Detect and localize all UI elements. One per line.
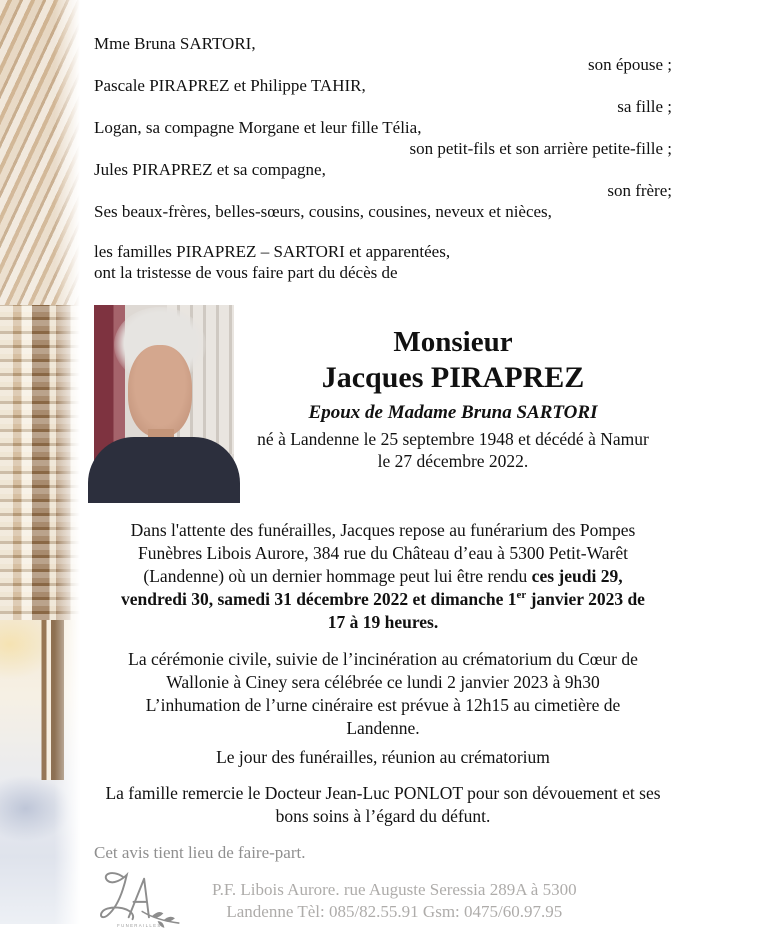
ordinal-superscript: er	[516, 589, 527, 602]
visitation-line	[94, 565, 672, 588]
ceremony-line: L’inhumation de l’urne cinéraire est prévue à 12h15 au cimetière de	[145, 695, 621, 715]
funeral-home-phone-line: Landenne Tèl: 085/82.55.91 Gsm: 0475/60.97.95	[226, 901, 563, 921]
strip-white-fade	[0, 0, 80, 924]
sadness-line: ont la tristesse de vous faire part du décès de	[94, 263, 398, 282]
death-date-line: le 27 décembre 2022.	[377, 451, 529, 471]
logo-caption: FUNERAILLES	[117, 922, 162, 928]
reunion-line: Le jour des funérailles, réunion au crématorium	[216, 747, 550, 767]
ceremony-line: La cérémonie civile, suivie de l’incinération au crématorium du Cœur de	[128, 649, 638, 669]
announcement-intro	[94, 241, 672, 283]
visitation-paragraph	[94, 519, 672, 634]
thanks-paragraph	[94, 782, 672, 828]
deceased-name: Jacques PIRAPREZ	[321, 361, 585, 394]
visitation-line: Dans l'attente des funérailles, Jacques repose au funérarium des Pompes	[130, 520, 636, 540]
families-line: les familles PIRAPREZ – SARTORI et apparentées,	[94, 242, 451, 261]
visitation-hours-bold: 17 à 19 heures.	[327, 612, 439, 632]
relation-line: son frère;	[607, 181, 672, 200]
funeral-home-footer	[94, 867, 672, 934]
family-member-line: Jules PIRAPREZ et sa compagne,	[94, 160, 326, 179]
portrait-shirt	[88, 437, 240, 503]
funeral-home-address-line: P.F. Libois Aurore. rue Auguste Seressia 289A à 5300	[212, 879, 577, 899]
visitation-normal-text: (Landenne) où un dernier hommage peut lui être rendu	[143, 566, 532, 586]
relation-line: son petit-fils et son arrière petite-fille ;	[409, 139, 672, 158]
deceased-title: Monsieur	[393, 326, 513, 358]
visitation-line	[94, 611, 672, 634]
visitation-line: Funèbres Libois Aurore, 384 rue du Château d’eau à 5300 Petit-Warêt	[138, 543, 628, 563]
visitation-dates-bold: ces jeudi 29,	[531, 566, 623, 586]
family-list	[94, 0, 672, 222]
family-member-line: Ses beaux-frères, belles-sœurs, cousins, cousines, neveux et nièces,	[94, 202, 552, 221]
birth-death-line: né à Landenne le 25 septembre 1948 et décédé à Namur	[257, 429, 649, 449]
ceremony-line: Landenne.	[346, 718, 420, 738]
spouse-line: Epoux de Madame Bruna SARTORI	[308, 402, 598, 423]
ceremony-paragraph	[94, 648, 672, 740]
faire-part-notice: Cet avis tient lieu de faire-part.	[94, 843, 306, 862]
family-member-line: Pascale PIRAPREZ et Philippe TAHIR,	[94, 76, 366, 95]
funeral-home-contact	[212, 879, 577, 923]
visitation-dates-part: vendredi 30, samedi 31 décembre 2022 et dimanche 1	[121, 589, 517, 609]
visitation-dates-part: janvier 2023 de	[526, 589, 645, 609]
winter-birch-decoration	[0, 0, 80, 924]
family-member-line: Logan, sa compagne Morgane et leur fille Télia,	[94, 118, 422, 137]
reunion-paragraph	[94, 746, 672, 769]
deceased-portrait-photo	[94, 305, 234, 503]
thanks-line: La famille remercie le Docteur Jean-Luc PONLOT pour son dévouement et ses	[105, 783, 661, 803]
deceased-identity	[234, 305, 672, 503]
notice-content	[94, 0, 672, 934]
funeral-home-logo	[94, 867, 206, 934]
visitation-line	[94, 588, 672, 611]
portrait-face	[128, 345, 192, 437]
thanks-line: bons soins à l’égard du défunt.	[275, 806, 491, 826]
la-monogram-icon	[94, 867, 200, 929]
ceremony-line: Wallonie à Ciney sera célébrée ce lundi 2 janvier 2023 à 9h30	[166, 672, 600, 692]
visitation-dates-bold	[121, 589, 645, 609]
relation-line: sa fille ;	[617, 97, 672, 116]
deceased-section	[94, 305, 672, 503]
relation-line: son épouse ;	[587, 55, 672, 74]
family-member-line: Mme Bruna SARTORI,	[94, 34, 256, 53]
